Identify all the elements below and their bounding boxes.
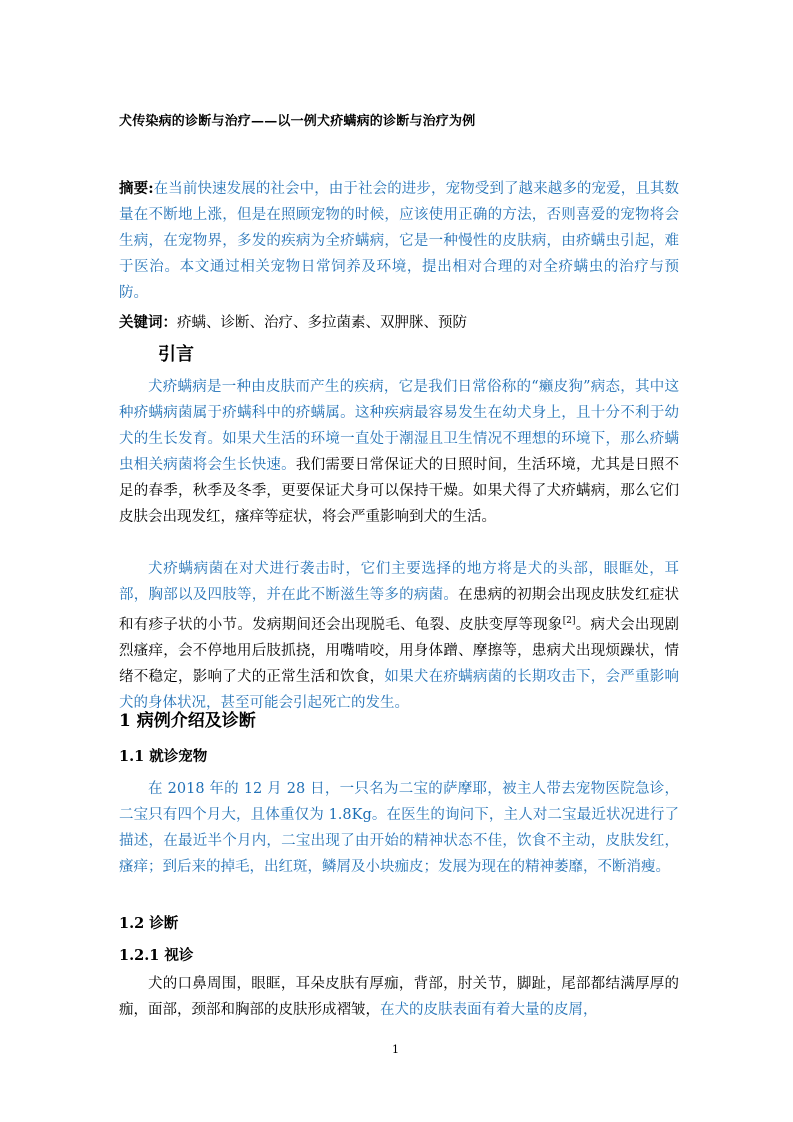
intro-p1-part2: 我们需要日常保证犬的日照时间，生活环境，尤其是日照不足的春季，秋季及冬季，更要保证犬身可以保持干燥。如果犬得了犬疥螨病，那么它们皮肤会出现发红，瘙痒等症状，将会严重影响到犬的生活。 [119, 457, 680, 525]
intro-p2-part1: 犬疥螨病菌在对犬进行袭击时，它们主要选择的地方将是犬的头部，眼眶处，耳部，胸部以及四肢等，并在此不断滋生等多的病菌。 [119, 561, 679, 603]
abstract-colon: : [148, 180, 154, 197]
intro-p2-part4: 如果犬在疥螨病菌的长期攻击下，会严重影响犬的身体状况，甚至可能会引起死亡的发生。 [119, 668, 680, 711]
keywords-text: 疥螨、诊断、治疗、多拉菌素、双胛脒、预防 [177, 315, 467, 331]
section-1-1-paragraph [119, 776, 679, 880]
intro-heading: 引言 [158, 344, 194, 365]
section-1-1-text: 在 2018 年的 12 月 28 日，一只名为二宝的萨摩耶，被主人带去宠物医院急诊，二宝只有四个月大，且体重仅为 1.8Kg。在医生的询问下，主人对二宝最近状况进行了描述，在最近半个月内，二宝出现了由开始的精神状态不佳，饮食不主动，皮肤发红，瘙痒；到后来的掉毛，出红斑，鳞屑及小块痂皮；发展为现在的精神萎靡，不断消瘦。 [119, 781, 679, 875]
page-number: 1 [392, 1043, 399, 1056]
section-1-2-1-part2: 在犬的皮肤表面有着大量的皮屑， [380, 1002, 598, 1018]
section-1-2-1-part1: 犬的口鼻周围，眼眶，耳朵皮肤有厚痂，背部，肘关节，脚趾，尾部都结满厚厚的痂，面部，颈部和胸部的皮肤形成褶皱， [119, 976, 679, 1018]
keywords-paragraph [119, 310, 679, 336]
section-1-2-1-paragraph [119, 971, 679, 1023]
abstract-label: 摘要 [119, 180, 149, 197]
intro-p1-part1: 犬疥螨病是一种由皮肤而产生的疾病，它是我们日常俗称的“癞皮狗”病态，其中这种疥螨病菌属于疥螨科中的疥螨属。这种疾病最容易发生在幼犬身上，且十分不利于幼犬的生长发育。如果犬生活的环境一直处于潮湿且卫生情况不理想的环境下，那么疥螨虫相关病菌将会生长快速。 [119, 379, 679, 473]
intro-p2-citation: [2] [562, 616, 576, 626]
intro-paragraph-2 [119, 556, 679, 716]
intro-p2-part3: 。病犬会出现剧烈瘙痒，会不停地用后肢抓挠，用嘴啃咬，用身体蹭、摩擦等，患病犬出现烦躁状，情绪不稳定，影响了犬的正常生活和饮食， [119, 616, 680, 685]
abstract-paragraph [119, 176, 679, 306]
section-1-2-1-heading: 1.2.1 视诊 [119, 947, 194, 964]
intro-paragraph-1 [119, 374, 679, 530]
abstract-text: 在当前快速发展的社会中，由于社会的进步，宠物受到了越来越多的宠爱，且其数量在不断地上涨，但是在照顾宠物的时候，应该使用正确的方法，否则喜爱的宠物将会生病，在宠物界，多发的疾病为全疥螨病，它是一种慢性的皮肤病，由疥螨虫引起，难于医治。本文通过相关宠物日常饲养及环境，提出相对合理的对全疥螨虫的治疗与预防。 [119, 181, 680, 301]
section-1-heading: 1 病例介绍及诊断 [119, 711, 256, 731]
section-1-1-heading: 1.1 就诊宠物 [119, 748, 208, 765]
intro-p2-part2: 在患病的初期会出现皮肤发红症状和有疹子状的小节。发病期间还会出现脱毛、龟裂、皮肤变厚等现象 [119, 587, 679, 633]
paper-title: 犬传染病的诊断与治疗——以一例犬疥螨病的诊断与治疗为例 [119, 114, 476, 129]
keywords-label: 关键词： [119, 314, 177, 331]
section-1-2-heading: 1.2 诊断 [119, 915, 179, 932]
